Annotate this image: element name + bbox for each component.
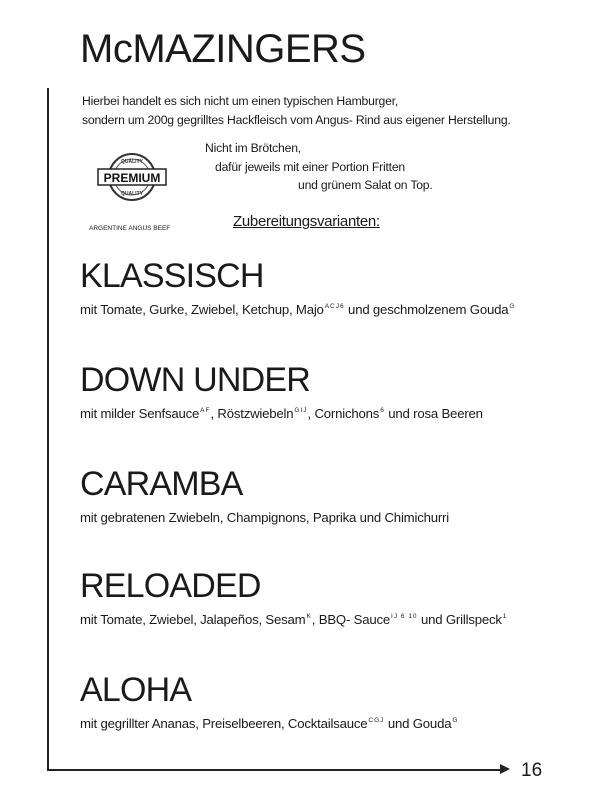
ingredient-text: mit Tomate, Gurke, Zwiebel, Ketchup, Majo (80, 302, 324, 317)
allergen-code: 1 (502, 613, 508, 620)
ingredient-text: und rosa Beeren (384, 406, 483, 421)
description-segment (80, 612, 312, 627)
allergen-code: 6 (380, 407, 385, 414)
item-heading: CARAMBA (80, 465, 243, 503)
description-segment (308, 406, 385, 421)
item-description (80, 406, 483, 422)
ingredient-text: mit Tomate, Zwiebel, Jalapeños, Sesam (80, 612, 306, 627)
description-segment (384, 716, 458, 731)
ingredient-text: mit gebratenen Zwiebeln, Champignons, Paprika und Chimichurri (80, 510, 449, 525)
description-segment (385, 406, 483, 421)
arrow-right-icon (500, 764, 510, 774)
allergen-code: G (509, 303, 516, 310)
logo-caption: ARGENTINE ANGUS BEEF (89, 225, 171, 232)
ingredient-text: , Cornichons (307, 406, 380, 421)
note-line: Nicht im Brötchen, (205, 141, 301, 155)
section-subtitle: Zubereitungsvarianten: (233, 213, 380, 230)
svg-text:PREMIUM: PREMIUM (103, 171, 161, 185)
allergen-code: K (306, 613, 312, 620)
page-number: 16 (521, 760, 543, 781)
description-segment (345, 302, 516, 317)
item-heading: DOWN UNDER (80, 361, 310, 399)
item-description (80, 302, 515, 318)
intro-line: Hierbei handelt es sich nicht um einen typischen Hamburger, (82, 94, 399, 108)
svg-text:QUALITY: QUALITY (121, 159, 143, 165)
bottom-border-line (47, 769, 505, 771)
allergen-code: AF (200, 407, 211, 414)
ingredient-text: , Röstzwiebeln (210, 406, 294, 421)
ingredient-text: und Gouda (384, 716, 452, 731)
page-title: McMAZINGERS (80, 27, 366, 71)
ingredient-text: mit milder Senfsauce (80, 406, 200, 421)
ingredient-text: mit gegrillter Ananas, Preiselbeeren, Cocktailsauce (80, 716, 368, 731)
allergen-code: IJ 6 10 (391, 613, 418, 620)
description-segment (80, 406, 210, 421)
premium-quality-logo (96, 152, 168, 202)
description-segment (80, 716, 384, 731)
left-border-line (47, 88, 49, 770)
item-heading: ALOHA (80, 671, 192, 709)
svg-text:QUALITY: QUALITY (121, 191, 143, 197)
allergen-code: GIJ (294, 407, 308, 414)
allergen-code: G (452, 717, 459, 724)
description-segment (418, 612, 508, 627)
intro-line: sondern um 200g gegrilltes Hackfleisch vom Angus- Rind aus eigener Herstellung. (82, 113, 511, 127)
ingredient-text: und geschmolzenem Gouda (344, 302, 509, 317)
description-segment (80, 302, 345, 317)
ingredient-text: und Grillspeck (417, 612, 502, 627)
note-line: und grünem Salat on Top. (298, 178, 433, 192)
item-description (80, 716, 458, 732)
note-line: dafür jeweils mit einer Portion Fritten (215, 160, 405, 174)
item-heading: KLASSISCH (80, 257, 264, 295)
item-heading: RELOADED (80, 567, 261, 605)
description-segment (80, 510, 449, 525)
allergen-code: CGJ (368, 717, 385, 724)
item-description (80, 510, 449, 526)
description-segment (312, 612, 418, 627)
ingredient-text: , BBQ- Sauce (311, 612, 391, 627)
allergen-code: ACJ6 (324, 303, 345, 310)
item-description (80, 612, 507, 628)
description-segment (210, 406, 307, 421)
